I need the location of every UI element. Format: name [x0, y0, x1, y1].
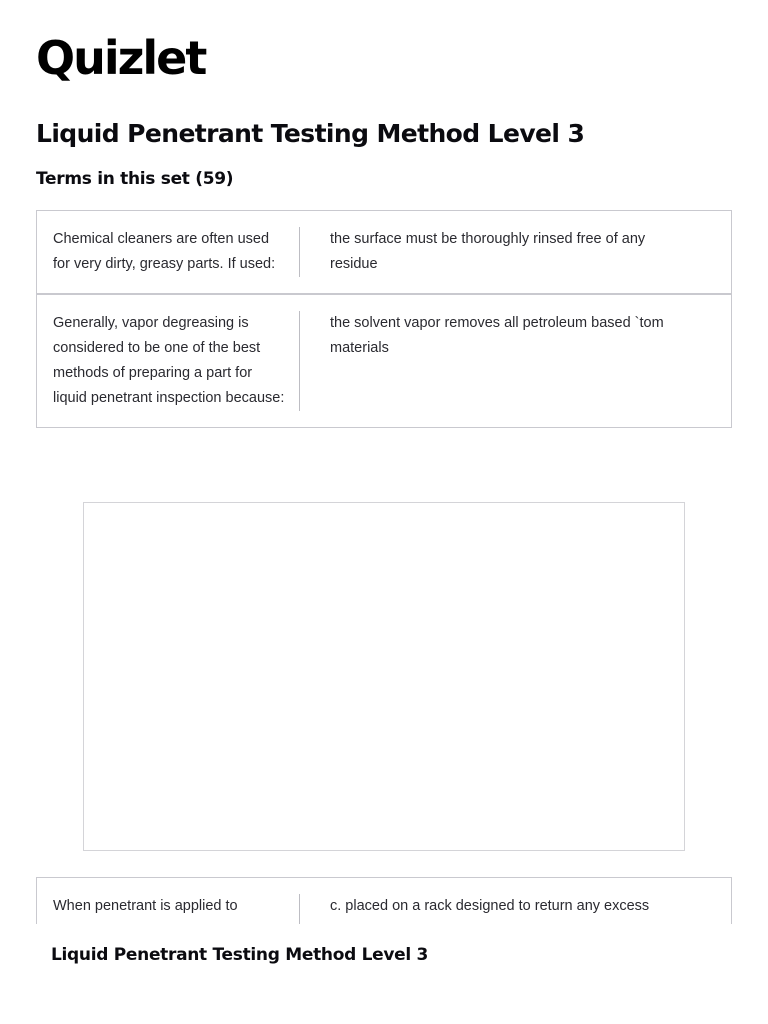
card-divider: [299, 894, 300, 924]
term-card: [37, 878, 731, 924]
term-card-list: [36, 210, 732, 428]
card-term: When penetrant is applied to: [53, 898, 238, 914]
term-card-list-continued: [36, 877, 732, 924]
quizlet-logo[interactable]: Quizlet: [36, 31, 206, 85]
card-term: Chemical cleaners are often used for very dirty, greasy parts. If used:: [53, 231, 276, 272]
card-definition: c. placed on a rack designed to return any excess: [330, 898, 650, 914]
set-title: Liquid Penetrant Testing Method Level 3: [36, 119, 585, 148]
footer-set-title: Liquid Penetrant Testing Method Level 3: [51, 945, 429, 965]
term-card: [37, 293, 731, 427]
card-definition: the solvent vapor removes all petroleum based `tom materials: [330, 315, 664, 356]
card-definition: the surface must be thoroughly rinsed free of any residue: [330, 231, 646, 272]
ad-placeholder: [83, 502, 685, 851]
card-divider: [299, 311, 300, 411]
term-card: [37, 211, 731, 293]
terms-count-heading: Terms in this set (59): [36, 169, 234, 189]
card-term: Generally, vapor degreasing is considered to be one of the best methods of preparing a part for liquid penetrant inspection because:: [53, 315, 285, 406]
card-divider: [299, 227, 300, 277]
